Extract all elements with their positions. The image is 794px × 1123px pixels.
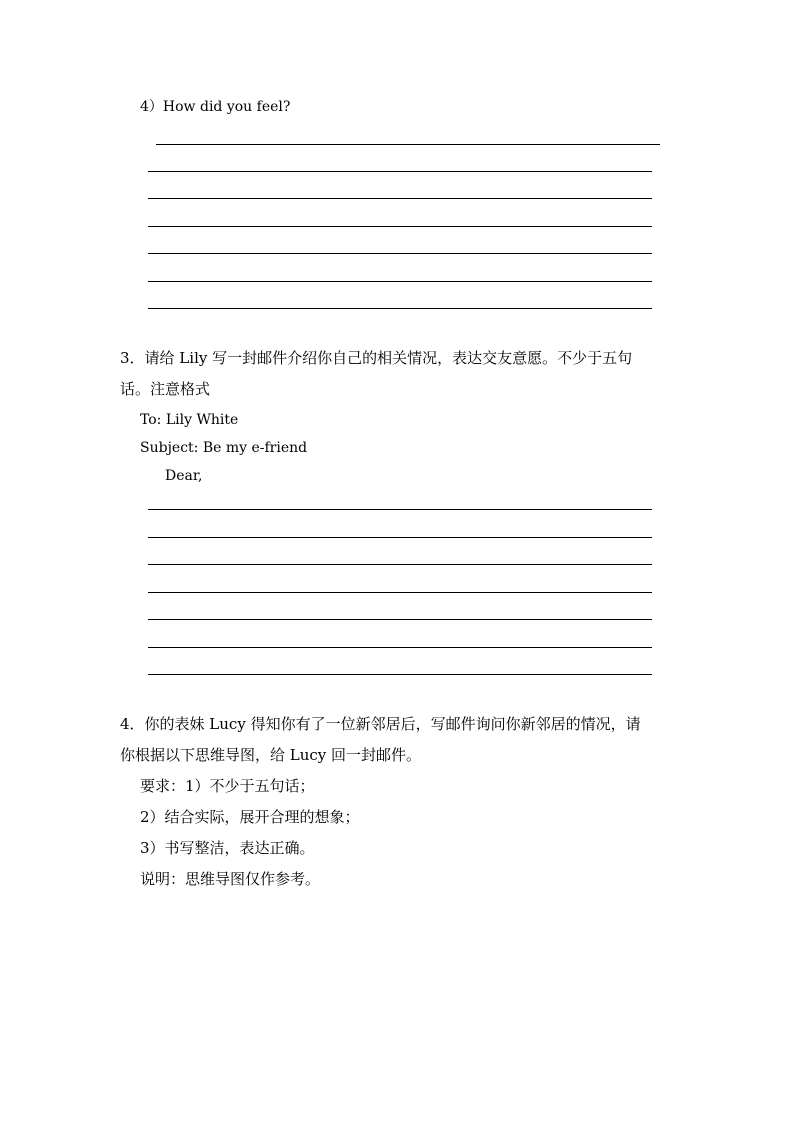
- answer-line[interactable]: [148, 564, 652, 565]
- email-subject-line: Subject: Be my e-friend: [140, 440, 308, 456]
- section3-prompt-line1: 3．请给 Lily 写一封邮件介绍你自己的相关情况，表达交友意愿。不少于五句: [120, 349, 633, 367]
- section3-prompt-line2: 话。注意格式: [120, 380, 211, 398]
- answer-line[interactable]: [148, 171, 652, 172]
- answer-line[interactable]: [148, 537, 652, 538]
- answer-line[interactable]: [148, 674, 652, 675]
- answer-line[interactable]: [148, 592, 652, 593]
- answer-line[interactable]: [148, 619, 652, 620]
- section4-prompt-line2: 你根据以下思维导图，给 Lucy 回一封邮件。: [120, 746, 422, 764]
- answer-line[interactable]: [148, 281, 652, 282]
- answer-line[interactable]: [148, 226, 652, 227]
- answer-line[interactable]: [148, 253, 652, 254]
- question-item-4: 4）How did you feel?: [140, 99, 291, 115]
- answer-line[interactable]: [148, 308, 652, 309]
- email-greeting: Dear,: [165, 468, 203, 484]
- section4-prompt-line1: 4．你的表妹 Lucy 得知你有了一位新邻居后，写邮件询问你新邻居的情况，请: [120, 715, 641, 733]
- email-to-line: To: Lily White: [140, 412, 239, 428]
- answer-line[interactable]: [148, 198, 652, 199]
- requirement-1: 要求：1）不少于五句话；: [140, 777, 315, 795]
- answer-line[interactable]: [148, 509, 652, 510]
- requirement-2: 2）结合实际，展开合理的想象；: [140, 808, 360, 826]
- answer-line[interactable]: [148, 647, 652, 648]
- answer-line[interactable]: [156, 144, 660, 145]
- mindmap-note: 说明：思维导图仅作参考。: [140, 870, 321, 888]
- requirement-3: 3）书写整洁，表达正确。: [140, 839, 315, 857]
